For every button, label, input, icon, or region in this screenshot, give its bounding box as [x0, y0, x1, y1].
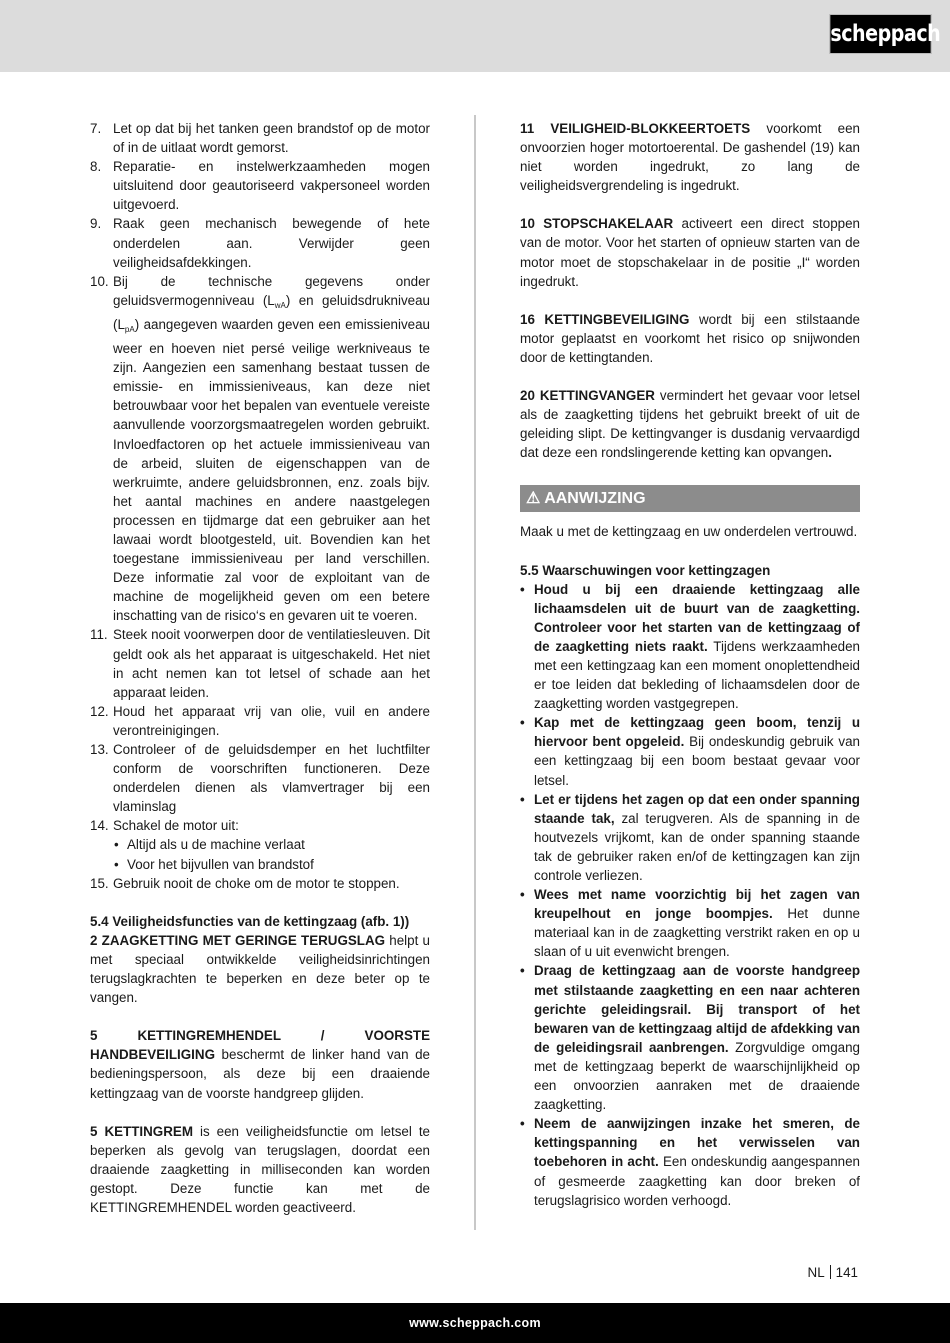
text: activeert een direct stoppen van de motor. Voor het starten of opnieuw starten van de motor moet de stopschakelaar in de positie „I“ worden ingedrukt.	[520, 216, 860, 289]
text: is een veiligheidsfunctie om letsel te beperken als gevolg van terugslagen, doordat een draaiende zaagketting in milliseconden kan worden gestopt. Deze functie kan met de KETTINGREMHENDEL worden geactiveerd.	[90, 1123, 431, 1215]
warning-bullet	[520, 713, 860, 789]
text: Steek nooit voorwerpen door de ventilatiesleuven. Dit geldt ook als het apparaat is uitgeschakeld. Het niet in acht nemen kan tot letsel of schade aan het apparaat leiden.	[113, 627, 430, 700]
list-item	[90, 740, 430, 816]
section-heading	[90, 912, 430, 931]
subscript: pA	[124, 324, 135, 334]
paragraph	[90, 931, 430, 1007]
text: Reparatie- en instelwerkzaamheden mogen uitsluitend door geautoriseerd vakpersoneel worden uitgevoerd.	[113, 159, 430, 213]
list-number: 15.	[90, 875, 109, 891]
bullet-item	[90, 835, 430, 854]
list-item	[90, 625, 430, 701]
text: Altijd als u de machine verlaat	[127, 837, 305, 853]
right-column	[520, 119, 860, 1210]
bold-text: Wees met name voorzichtig bij het zagen van kreupelhout en jonge boompjes.	[534, 887, 860, 922]
bold-text: 5 KETTINGREM	[90, 1123, 193, 1139]
text: ) aangegeven waarden geven een emissieniveau weer en hoeven niet persé veilige werkniveaus te zijn. Aangezien een samenhang bestaat tussen de emissie- en immissieniveaus, kan deze niet betrouwbaar voor het bepalen van eventuele vereiste aanvullende voorzorgsmaatregelen worden gebruikt. Invloedfactoren op het actuele immissieniveau van de arbeid, sluiten de eigenschappen van de werkruimte, andere geluidsbronnen, enz. zoals bijv. het aantal machines en andere naastgelegen processen en tijdmarge dat een gebruiker aan het lawaai wordt blootgesteld, uit. Bovendien kan het toegestane immissieniveau per land verschillen. Deze informatie zal voor de exploitant van de machine de mogelijkheid geven om een betere inschatting van de risico‘s en gevaren uit te voeren.	[113, 316, 430, 624]
spacer	[90, 1007, 430, 1026]
list-number: 7.	[90, 121, 102, 136]
paragraph	[520, 119, 860, 195]
list-number: 8.	[90, 159, 102, 175]
separator	[830, 1265, 831, 1279]
paragraph	[90, 1026, 430, 1102]
text: ) en geluidsdrukniveau (L	[113, 292, 430, 332]
list-item	[90, 816, 430, 835]
text: Het dunne materiaal kan in de zaagketting verstrikt raken en op u slaan of u uit evenwicht brengen.	[534, 906, 860, 960]
bullet-icon: •	[520, 1116, 525, 1132]
bullet-icon: •	[114, 856, 119, 872]
text: zal terugveren. Als de spanning in de houtvezels vrijkomt, kan de onder spanning staande tak de gebruiker raken en/of de kettingzagen kan zijn controle verliezen.	[534, 810, 860, 883]
list-item	[90, 157, 430, 214]
text: Controleer of de geluidsdemper en het luchtfilter conform de voorschriften functioneren. Deze onderdelen dienen als vlamvertrager bij een vlaminslag	[113, 742, 430, 815]
spacer	[520, 462, 860, 481]
bold-text: Houd u bij een draaiende kettingzaag alle lichaamsdelen uit de buurt van de zaagketting. Controleer voor het starten van de kettingzaag of de zaagketting niets raakt.	[534, 581, 860, 654]
header-bar	[0, 0, 950, 72]
list-item	[90, 702, 430, 740]
text: Bij ondeskundig gebruik van een kettingzaag bij een boom bestaat gevaar voor letsel.	[534, 734, 860, 788]
bullet-icon: •	[114, 837, 119, 853]
warning-bullet	[520, 580, 860, 714]
bold-text: Kap met de kettingzaag geen boom, tenzij u hiervoor bent opgeleid.	[534, 715, 860, 750]
bold-text: 11 VEILIGHEID-BLOKKEERTOETS	[520, 121, 751, 136]
warning-bullet	[520, 790, 860, 885]
bold-text: 10 STOPSCHAKELAAR	[520, 216, 674, 232]
bullet-icon: •	[520, 581, 525, 597]
column-divider	[474, 115, 476, 1230]
text: Voor het bijvullen van brandstof	[127, 856, 314, 872]
list-item	[90, 874, 430, 893]
text: Gebruik nooit de choke om de motor te stoppen.	[113, 875, 400, 891]
text: Tijdens werkzaamheden met een kettingzaag kan een moment onoplettendheid er toe leiden dat bekleding of lichaamsdelen door de zaagketting worden vastgegrepen.	[534, 638, 860, 712]
bold-text: .	[828, 445, 832, 461]
paragraph	[520, 310, 860, 367]
list-number: 9.	[90, 216, 102, 232]
bold-text: 16 KETTINGBEVEILIGING	[520, 311, 690, 327]
text: beschermt de linker hand van de bedieningspersoon, als deze bij een draaiende kettingzaag van de voorste handgreep glijden.	[90, 1047, 430, 1101]
text: Bij de technische gegevens onder geluidsvermogenniveau (L	[113, 273, 430, 308]
bold-text: Draag de kettingzaag aan de voorste handgreep met stilstaande zaagketting en een naar achteren gerichte geleidingsrail. Bij transport of het bewaren van de kettingzaag altijd de afdekking van de geleidingsrail aanbrengen.	[534, 963, 860, 1055]
website-link[interactable]: www.scheppach.com	[409, 1316, 541, 1330]
spacer	[520, 195, 860, 214]
text: vermindert het gevaar voor letsel als de zaagketting tijdens het gebruikt breekt of uit de geleiding slipt. De kettingvanger is dusdanig vervaardigd dat deze een rondslingerende ketting kan opvangen	[520, 388, 860, 461]
warning-bullet	[520, 1114, 860, 1209]
bold-text: Let er tijdens het zagen op dat een onder spanning staande tak,	[534, 791, 860, 826]
spacer	[520, 291, 860, 310]
scheppach-logo: scheppach	[829, 14, 931, 54]
warning-bullet	[520, 961, 860, 1114]
bold-text: 20 KETTINGVANGER	[520, 388, 655, 404]
text: Schakel de motor uit:	[113, 818, 239, 834]
text: 5.4 Veiligheidsfuncties van de kettingzaag (afb. 1))	[90, 913, 410, 929]
list-item	[90, 214, 430, 271]
text: Een ondeskundig aangespannen of gesmeerde zaagketting kan door breken of terugslagrisico worden verhoogd.	[534, 1154, 860, 1208]
text: Let op dat bij het tanken geen brandstof op de motor of in de uitlaat wordt gemorst.	[113, 121, 430, 156]
text: Maak u met de kettingzaag en uw onderdelen vertrouwd.	[520, 524, 858, 540]
footer-bar	[0, 1303, 950, 1343]
bold-text: 2 ZAAGKETTING MET GERINGE TERUGSLAG	[90, 932, 386, 948]
text: 5.5 Waarschuwingen voor kettingzagen	[520, 562, 771, 578]
text: wordt bij een stilstaande motor geplaatst en voorkomt het risico op snijwonden door de kettingtanden.	[520, 311, 860, 365]
left-column	[90, 119, 430, 1217]
list-item	[90, 272, 430, 626]
paragraph	[520, 522, 860, 541]
spacer	[520, 542, 860, 561]
bullet-icon: •	[520, 715, 525, 731]
bullet-item	[90, 855, 430, 874]
page-number	[808, 1265, 858, 1280]
text: voorkomt een onvoorzien hoger motortoerental. De gashendel (19) kan niet worden ingedrukt, zo lang de veiligheidsvergrendeling is ingedrukt.	[520, 121, 860, 194]
spacer	[90, 893, 430, 912]
section-heading	[520, 561, 860, 580]
spacer	[520, 367, 860, 386]
bold-text: Neem de aanwijzingen inzake het smeren, de kettingspanning en het verwisselen van toebehoren in acht.	[534, 1116, 860, 1170]
notice-banner	[520, 485, 860, 512]
bullet-icon: •	[520, 963, 525, 979]
text: helpt u met speciaal ontwikkelde veiligheidsinrichtingen terugslagkrachten te beperken en deze beter op te vangen.	[90, 932, 430, 1006]
text: Raak geen mechanisch bewegende of hete onderdelen aan. Verwijder geen veiligheidsafdekkingen.	[113, 216, 430, 270]
warning-bullet	[520, 885, 860, 961]
bullet-icon: •	[520, 887, 525, 903]
bold-text: 5 KETTINGREMHENDEL / VOORSTE HANDBEVEILIGING	[90, 1028, 430, 1063]
text: ⚠ AANWIJZING	[526, 490, 646, 508]
list-number: 14.	[90, 818, 109, 834]
bullet-icon: •	[520, 791, 525, 807]
list-number: 10.	[90, 273, 109, 289]
paragraph	[520, 214, 860, 290]
subscript: wA	[274, 300, 286, 310]
list-number: 12.	[90, 703, 109, 719]
list-number: 13.	[90, 742, 109, 757]
spacer	[90, 1103, 430, 1122]
page-number-value: 141	[835, 1265, 858, 1280]
paragraph	[90, 1122, 430, 1217]
language-code: NL	[807, 1265, 825, 1280]
paragraph	[520, 386, 860, 462]
list-item	[90, 119, 430, 157]
text: Zorgvuldige omgang met de kettingzaag beperkt de waarschijnlijkheid op een onvoorzien aanraken met de draaiende zaagketting.	[534, 1039, 860, 1113]
text: Houd het apparaat vrij van olie, vuil en andere verontreinigingen.	[113, 703, 430, 738]
list-number: 11.	[90, 627, 108, 643]
